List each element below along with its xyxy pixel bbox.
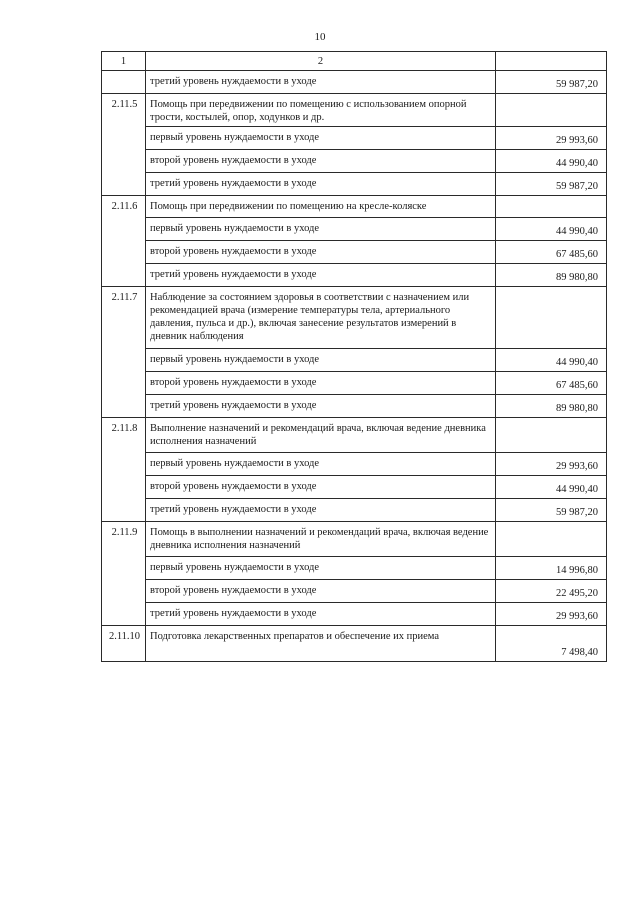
price-value: 44 990,40 bbox=[496, 349, 607, 372]
item-code-empty bbox=[102, 372, 146, 395]
price-value: 67 485,60 bbox=[496, 241, 607, 264]
need-level-label: второй уровень нуждаемости в уходе bbox=[146, 241, 496, 264]
item-code: 2.11.6 bbox=[102, 196, 146, 218]
section-row bbox=[102, 94, 607, 127]
level-row bbox=[102, 453, 607, 476]
item-code: 2.11.9 bbox=[102, 522, 146, 557]
level-row bbox=[102, 264, 607, 287]
need-level-label: второй уровень нуждаемости в уходе bbox=[146, 476, 496, 499]
price-value: 59 987,20 bbox=[496, 173, 607, 196]
item-code-empty bbox=[102, 499, 146, 522]
price-value bbox=[496, 94, 607, 127]
price-value: 89 980,80 bbox=[496, 264, 607, 287]
price-value bbox=[496, 522, 607, 557]
header-col-2: 2 bbox=[146, 52, 496, 71]
price-value bbox=[496, 287, 607, 349]
level-row bbox=[102, 476, 607, 499]
level-row bbox=[102, 603, 607, 626]
need-level-label: третий уровень нуждаемости в уходе bbox=[146, 603, 496, 626]
item-code: 2.11.10 bbox=[102, 626, 146, 662]
item-code-empty bbox=[102, 476, 146, 499]
service-description: Наблюдение за состоянием здоровья в соответствии с назначением или рекомендацией врача (измерение температуры тела, артериального давления, пульса и др.), включая занесение результатов измерений в дневник наблюдения bbox=[146, 287, 496, 349]
item-code-empty bbox=[102, 453, 146, 476]
need-level-label: второй уровень нуждаемости в уходе bbox=[146, 580, 496, 603]
price-value: 44 990,40 bbox=[496, 150, 607, 173]
level-row bbox=[102, 395, 607, 418]
level-row bbox=[102, 150, 607, 173]
section-row bbox=[102, 287, 607, 349]
page-number: 10 bbox=[314, 31, 326, 43]
level-row bbox=[102, 372, 607, 395]
service-description: Помощь в выполнении назначений и рекомендаций врача, включая ведение дневника исполнения назначений bbox=[146, 522, 496, 557]
header-col-1: 1 bbox=[102, 52, 146, 71]
table-body bbox=[102, 71, 607, 662]
price-value: 59 987,20 bbox=[496, 499, 607, 522]
item-code: 2.11.7 bbox=[102, 287, 146, 349]
table-header-row bbox=[102, 52, 607, 71]
level-row bbox=[102, 499, 607, 522]
section-row bbox=[102, 522, 607, 557]
item-code-empty bbox=[102, 580, 146, 603]
price-value: 67 485,60 bbox=[496, 372, 607, 395]
price-value bbox=[496, 196, 607, 218]
item-code-empty bbox=[102, 241, 146, 264]
level-row bbox=[102, 241, 607, 264]
item-code-empty bbox=[102, 71, 146, 94]
service-description: Помощь при передвижении по помещению на кресле-коляске bbox=[146, 196, 496, 218]
service-description: Подготовка лекарственных препаратов и обеспечение их приема bbox=[146, 626, 496, 662]
item-code: 2.11.8 bbox=[102, 418, 146, 453]
need-level-label: третий уровень нуждаемости в уходе bbox=[146, 395, 496, 418]
service-description: Помощь при передвижении по помещению с использованием опорной трости, костылей, опор, ходунков и др. bbox=[146, 94, 496, 127]
price-value: 44 990,40 bbox=[496, 218, 607, 241]
level-row bbox=[102, 557, 607, 580]
price-value: 89 980,80 bbox=[496, 395, 607, 418]
need-level-label: третий уровень нуждаемости в уходе bbox=[146, 173, 496, 196]
tariff-table bbox=[101, 51, 607, 662]
item-code-empty bbox=[102, 127, 146, 150]
service-description: Выполнение назначений и рекомендаций врача, включая ведение дневника исполнения назначений bbox=[146, 418, 496, 453]
need-level-label: первый уровень нуждаемости в уходе bbox=[146, 218, 496, 241]
level-row bbox=[102, 127, 607, 150]
price-value: 14 996,80 bbox=[496, 557, 607, 580]
section-row bbox=[102, 418, 607, 453]
level-row bbox=[102, 71, 607, 94]
item-code-empty bbox=[102, 264, 146, 287]
item-code-empty bbox=[102, 557, 146, 580]
level-row bbox=[102, 173, 607, 196]
need-level-label: первый уровень нуждаемости в уходе bbox=[146, 349, 496, 372]
item-code-empty bbox=[102, 349, 146, 372]
need-level-label: первый уровень нуждаемости в уходе bbox=[146, 127, 496, 150]
section-row bbox=[102, 626, 607, 662]
item-code-empty bbox=[102, 395, 146, 418]
price-value: 7 498,40 bbox=[496, 626, 607, 662]
section-row bbox=[102, 196, 607, 218]
item-code-empty bbox=[102, 218, 146, 241]
level-row bbox=[102, 349, 607, 372]
price-value: 59 987,20 bbox=[496, 71, 607, 94]
need-level-label: третий уровень нуждаемости в уходе bbox=[146, 499, 496, 522]
level-row bbox=[102, 218, 607, 241]
item-code-empty bbox=[102, 150, 146, 173]
level-row bbox=[102, 580, 607, 603]
need-level-label: первый уровень нуждаемости в уходе bbox=[146, 557, 496, 580]
need-level-label: первый уровень нуждаемости в уходе bbox=[146, 453, 496, 476]
header-col-3 bbox=[496, 52, 607, 71]
need-level-label: третий уровень нуждаемости в уходе bbox=[146, 264, 496, 287]
price-value: 22 495,20 bbox=[496, 580, 607, 603]
price-value: 29 993,60 bbox=[496, 453, 607, 476]
price-value: 44 990,40 bbox=[496, 476, 607, 499]
price-value: 29 993,60 bbox=[496, 603, 607, 626]
need-level-label: второй уровень нуждаемости в уходе bbox=[146, 372, 496, 395]
need-level-label: второй уровень нуждаемости в уходе bbox=[146, 150, 496, 173]
item-code-empty bbox=[102, 603, 146, 626]
need-level-label: третий уровень нуждаемости в уходе bbox=[146, 71, 496, 94]
item-code: 2.11.5 bbox=[102, 94, 146, 127]
item-code-empty bbox=[102, 173, 146, 196]
price-value: 29 993,60 bbox=[496, 127, 607, 150]
price-value bbox=[496, 418, 607, 453]
